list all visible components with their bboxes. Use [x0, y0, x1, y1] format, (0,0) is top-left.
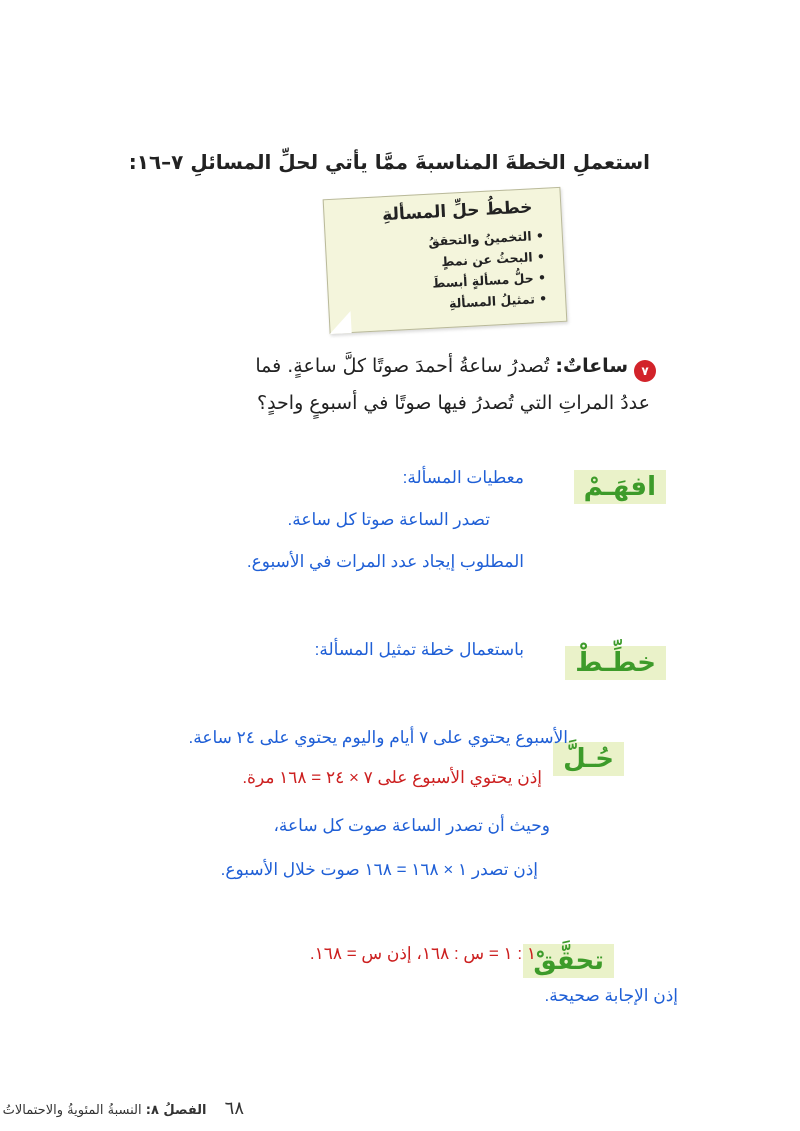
- understand-badge: [574, 470, 666, 504]
- plan-badge-label: خطِّـطْ: [575, 648, 656, 678]
- question-line-2: عددُ المراتِ التي تُصدرُ فيها صوتًا في أسبوعٍ واحدٍ؟: [257, 392, 650, 414]
- strategy-item: • تمثيلُ المسألةِ: [431, 288, 548, 315]
- check-badge-label: تحقَّقْ: [533, 946, 604, 976]
- question-text-1: تُصدرُ ساعةُ أحمدَ صوتًا كلَّ ساعةٍ. فما: [255, 355, 550, 377]
- question-number-marker: ٧: [634, 360, 656, 382]
- strategy-item: • التخمينُ والتحققُ: [428, 225, 545, 252]
- solve-badge-label: حُـلَّ: [563, 744, 614, 774]
- check-line-2: إذن الإجابة صحيحة.: [544, 986, 678, 1005]
- plan-badge: [565, 646, 666, 680]
- page-number: ٦٨: [224, 1098, 244, 1119]
- strategy-item: • حلُّ مسألةٍ أبسطَ: [430, 267, 547, 294]
- strategy-list: [428, 225, 548, 315]
- plan-text: باستعمال خطة تمثيل المسألة:: [314, 640, 524, 659]
- page-footer: [3, 1098, 244, 1119]
- understand-line-1: تصدر الساعة صوتا كل ساعة.: [287, 510, 490, 529]
- understand-badge-label: افهَـمْ: [583, 472, 656, 502]
- solve-line-4: إذن تصدر ١ × ١٦٨ = ١٦٨ صوت خلال الأسبوع.: [220, 860, 538, 879]
- strategy-item: • البحثُ عن نمطٍ: [429, 246, 546, 273]
- understand-line-2: المطلوب إيجاد عدد المرات في الأسبوع.: [246, 552, 524, 571]
- strategy-note-title: خططُ حلِّ المسألةِ: [381, 197, 533, 226]
- understand-heading: معطيات المسألة:: [402, 468, 524, 487]
- question-line-1: [255, 355, 628, 377]
- solve-line-1: الأسبوع يحتوي على ٧ أيام واليوم يحتوي على ٢٤ ساعة.: [188, 728, 568, 747]
- solve-line-3: وحيث أن تصدر الساعة صوت كل ساعة،: [273, 816, 550, 835]
- solve-line-2: إذن يحتوي الأسبوع على ٧ × ٢٤ = ١٦٨ مرة.: [242, 768, 542, 787]
- chapter-title: النسبةُ المئويةُ والاحتمالاتُ: [2, 1103, 142, 1118]
- question-label: ساعاتٌ:: [555, 355, 628, 377]
- check-line-1: ١ : ١ = س : ١٦٨، إذن س = ١٦٨.: [309, 944, 536, 963]
- strategy-note: [323, 187, 568, 334]
- check-badge: [523, 944, 614, 978]
- chapter-label: الفصلُ ٨:: [145, 1103, 207, 1118]
- instruction: استعملِ الخطةَ المناسبةَ ممَّا يأتي لحلِّ المسائلِ ٧–١٦:: [128, 150, 650, 174]
- note-fold-corner: [329, 311, 352, 334]
